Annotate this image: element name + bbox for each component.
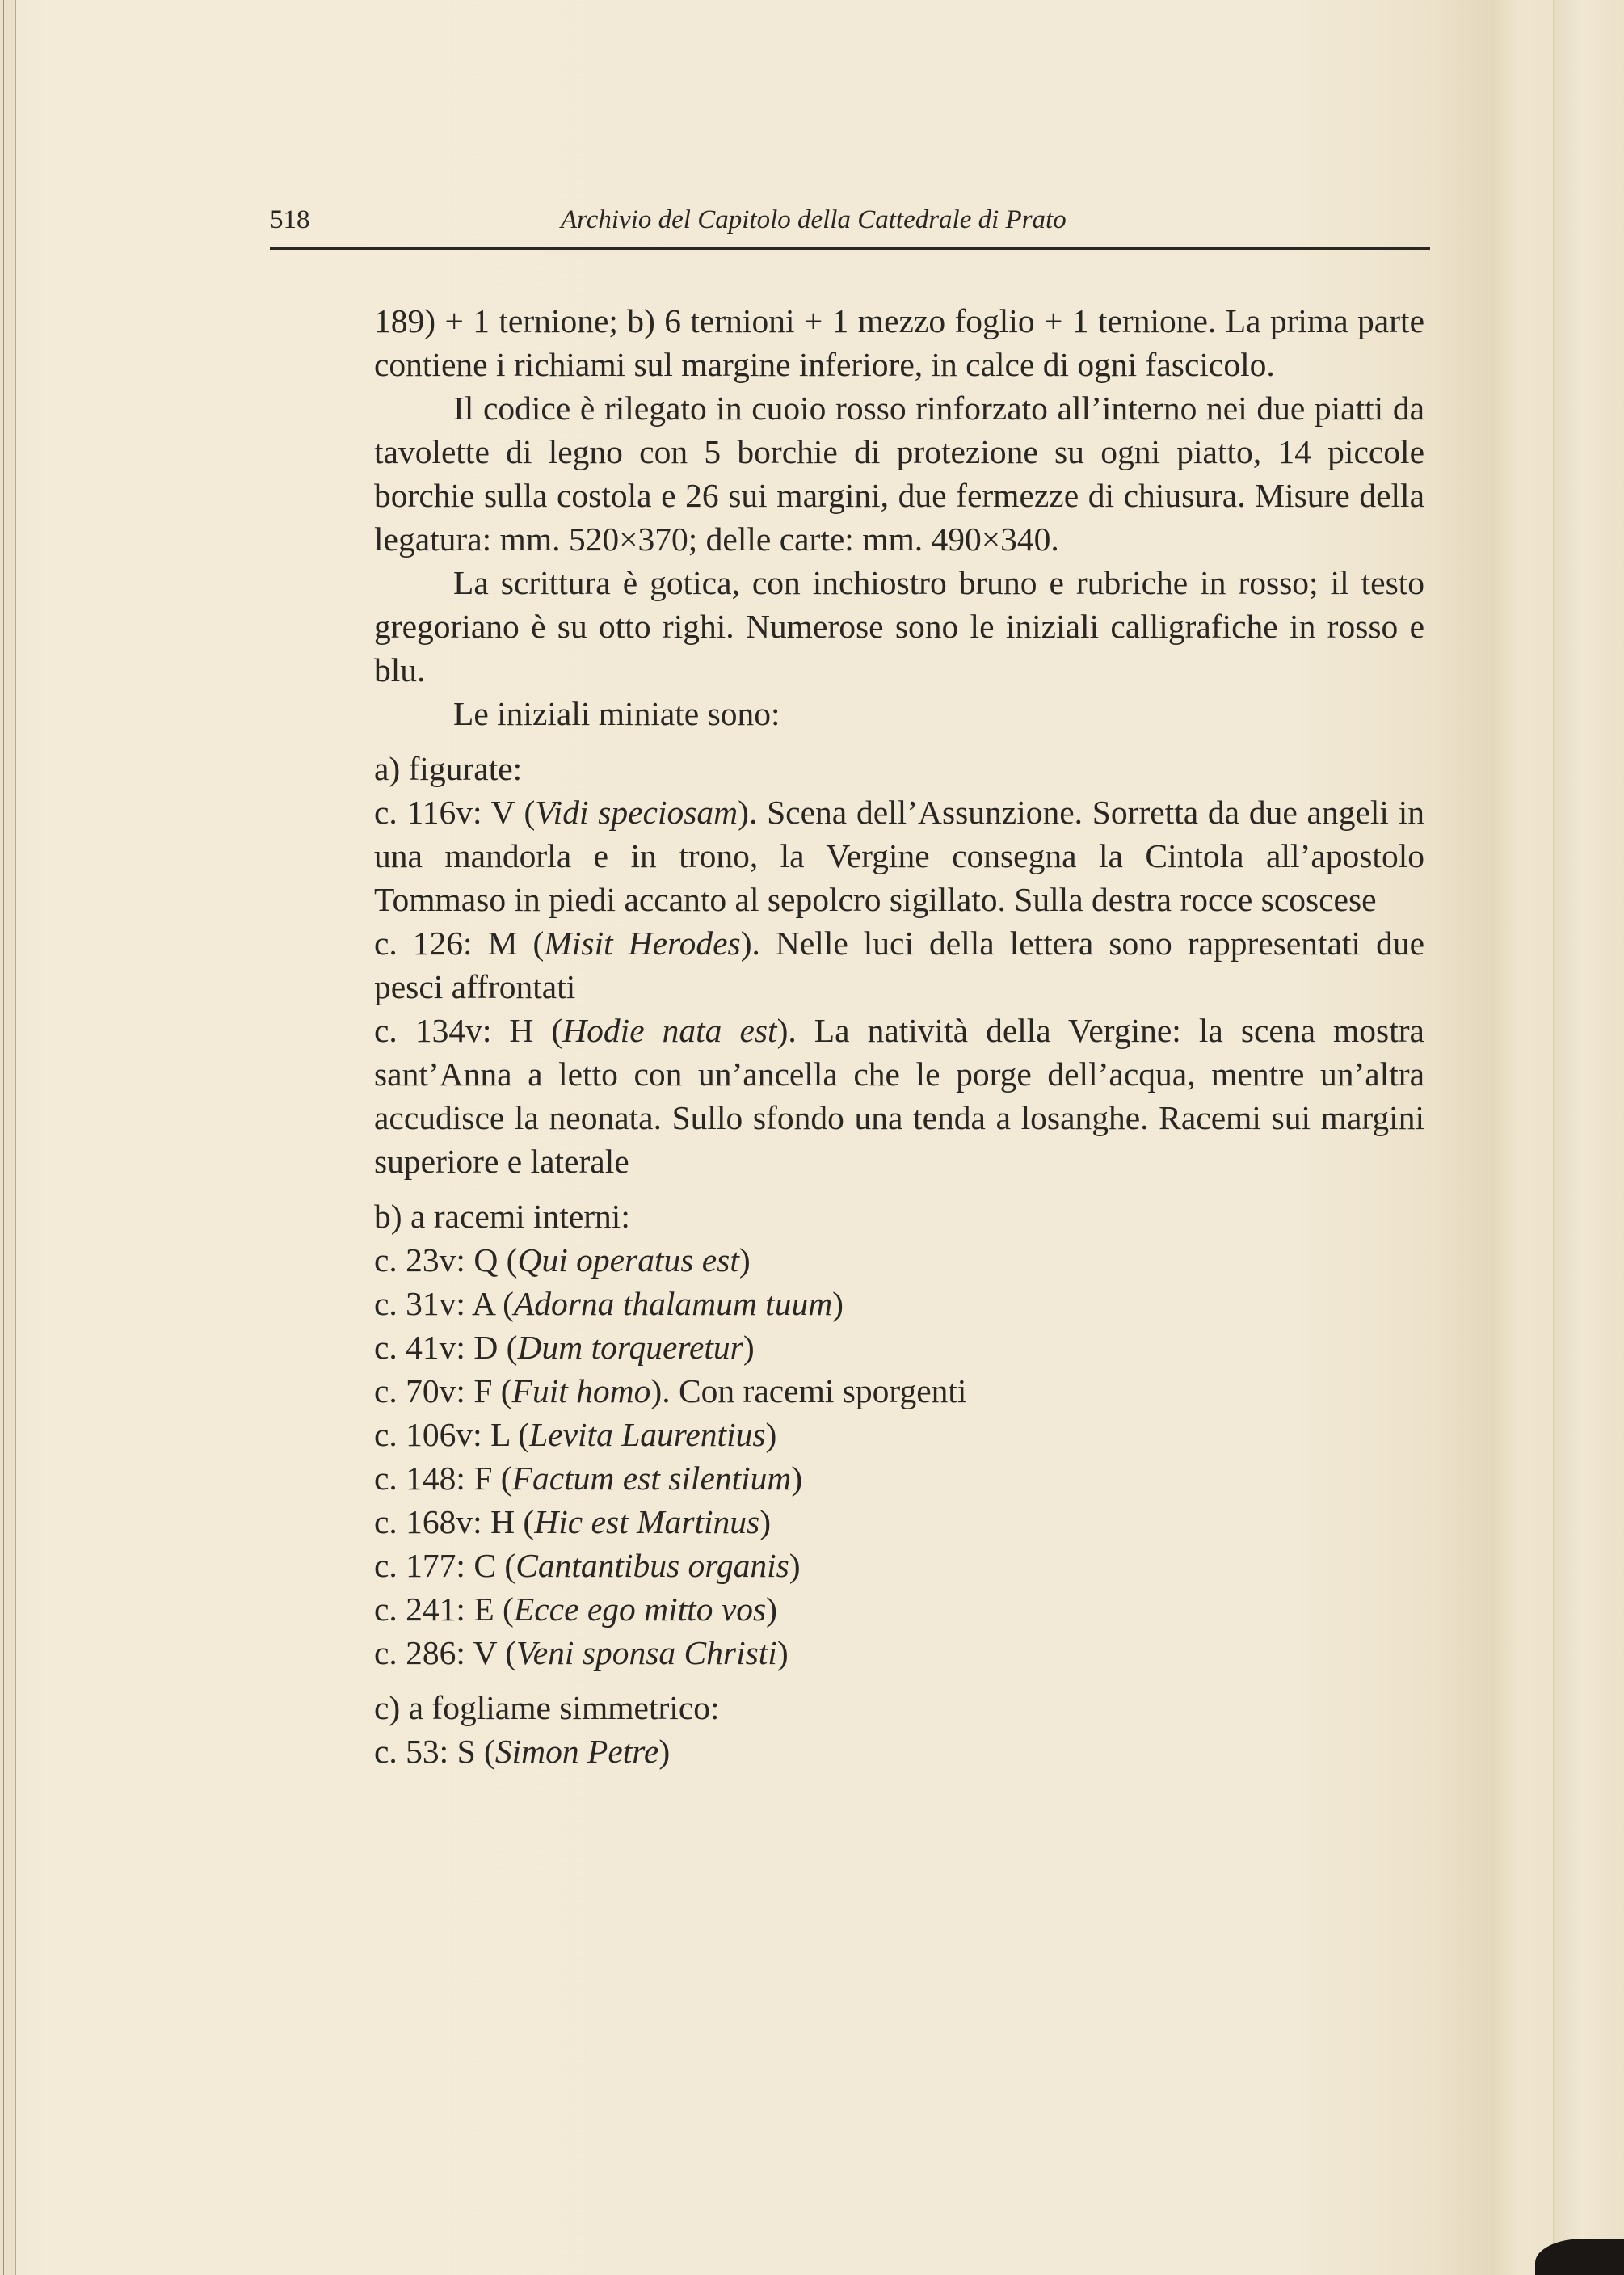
running-title: Archivio del Capitolo della Cattedrale di Prato (561, 205, 1067, 234)
entry: c. 177: C (Cantantibus organis) (374, 1547, 801, 1584)
section-racemi-interni (374, 1194, 1424, 1675)
section-heading: c) a fogliame simmetrico: (374, 1689, 720, 1726)
entry: c. 53: S (Simon Petre) (374, 1733, 671, 1770)
page-number: 518 (270, 205, 310, 234)
page-stack-edge (0, 0, 16, 2275)
running-header (270, 205, 1430, 254)
entry: c. 134v: H (Hodie nata est). La natività della Vergine: la scena mostra sant’Anna a letto con un’ancella che le porge dell’acqua, mentre un’altra accudisce la neonata. Sullo sfondo una tenda a losanghe. Racemi sui margini superiore e laterale (374, 1012, 1424, 1180)
facing-page-fold (1553, 0, 1624, 2275)
entry: c. 23v: Q (Qui operatus est) (374, 1241, 751, 1279)
binding-shadow (1535, 2239, 1624, 2275)
paragraph-iniziali: Le iniziali miniate sono: (453, 695, 780, 732)
header-rule (270, 247, 1430, 250)
section-heading: b) a racemi interni: (374, 1198, 630, 1235)
section-fogliame-simmetrico (374, 1686, 1424, 1773)
entry: c. 286: V (Veni sponsa Christi) (374, 1634, 789, 1671)
entry: c. 70v: F (Fuit homo). Con racemi sporgenti (374, 1372, 967, 1409)
entry: c. 41v: D (Dum torqueretur) (374, 1329, 755, 1366)
entry: c. 168v: H (Hic est Martinus) (374, 1503, 772, 1540)
main-text (374, 299, 1424, 1773)
entry: c. 241: E (Ecce ego mitto vos) (374, 1590, 777, 1628)
entry: c. 148: F (Factum est silentium) (374, 1460, 803, 1497)
section-heading: a) figurate: (374, 750, 523, 787)
page-edge-line (3, 0, 4, 2275)
entry: c. 106v: L (Levita Laurentius) (374, 1416, 777, 1453)
entry: c. 126: M (Misit Herodes). Nelle luci della lettera sono rappresentati due pesci affrontati (374, 925, 1424, 1005)
entry: c. 31v: A (Adorna thalamum tuum) (374, 1285, 844, 1322)
paragraph-legatura: Il codice è rilegato in cuoio rosso rinforzato all’interno nei due piatti da tavolette di legno con 5 borchie di protezione su ogni piatto, 14 piccole borchie sulla costola e 26 sui margini, due fermezze di chiusura. Misure della legatura: mm. 520×370; delle carte: mm. 490×340. (374, 390, 1424, 558)
paragraph-scrittura: La scrittura è gotica, con inchiostro bruno e rubriche in rosso; il testo gregoriano è su otto righi. Numerose sono le iniziali calligrafiche in rosso e blu. (374, 564, 1424, 689)
section-figurate (374, 747, 1424, 1183)
paragraph-fascicoli: 189) + 1 ternione; b) 6 ternioni + 1 mezzo foglio + 1 ternione. La prima parte contiene i richiami sul margine inferiore, in calce di ogni fascicolo. (374, 302, 1424, 383)
entry: c. 116v: V (Vidi speciosam). Scena dell’Assunzione. Sorretta da due angeli in una mandorla e in trono, la Vergine consegna la Cintola all’apostolo Tommaso in piedi accanto al sepolcro sigillato. Sulla destra rocce scoscese (374, 794, 1424, 918)
